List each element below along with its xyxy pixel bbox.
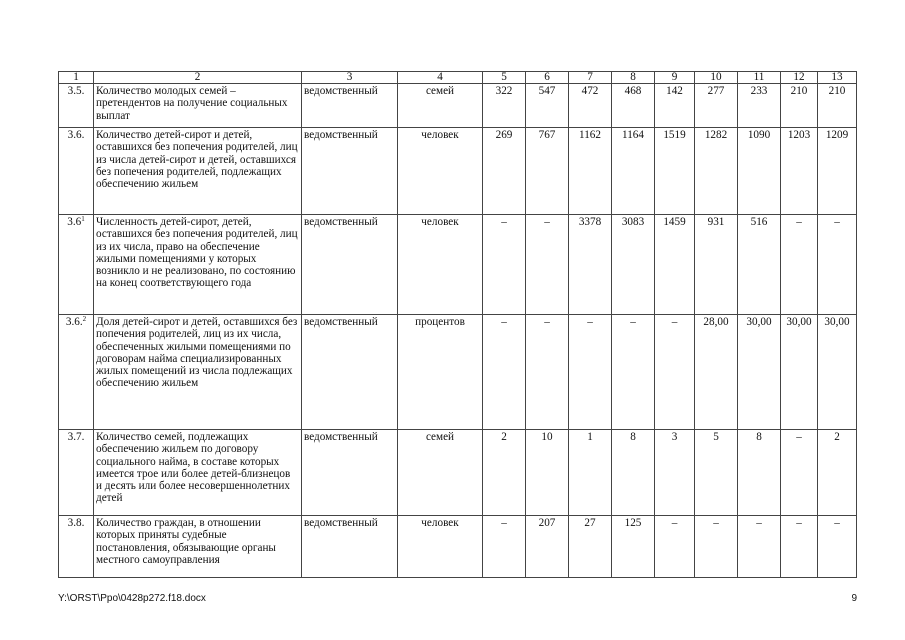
row-number	[59, 430, 94, 516]
value-cell: 207	[526, 516, 569, 578]
value-cell: 233	[738, 84, 781, 128]
value-cell: 8	[612, 430, 655, 516]
unit-of-measure: семей	[398, 84, 483, 128]
data-source: ведомственный	[302, 516, 398, 578]
row-number	[59, 516, 94, 578]
value-cell: 210	[818, 84, 857, 128]
data-table	[58, 71, 857, 578]
value-cell: 468	[612, 84, 655, 128]
value-cell: –	[695, 516, 738, 578]
value-cell: 30,00	[781, 315, 818, 430]
value-cell: 1203	[781, 128, 818, 215]
value-cell: 2	[818, 430, 857, 516]
row-number-text: 3.6.	[67, 129, 85, 141]
value-cell: 931	[695, 215, 738, 315]
value-cell: 210	[781, 84, 818, 128]
table-row	[59, 315, 857, 430]
page-number: 9	[851, 593, 857, 604]
data-source: ведомственный	[302, 128, 398, 215]
value-cell: –	[569, 315, 612, 430]
value-cell: 27	[569, 516, 612, 578]
row-number-text: 3.8.	[67, 517, 85, 529]
row-number-text: 3.7.	[67, 431, 85, 443]
header-cell: 4	[398, 72, 483, 84]
table-row	[59, 128, 857, 215]
header-cell: 9	[655, 72, 695, 84]
value-cell: 516	[738, 215, 781, 315]
row-number	[59, 315, 94, 430]
value-cell: –	[483, 516, 526, 578]
value-cell: –	[483, 315, 526, 430]
value-cell: –	[612, 315, 655, 430]
value-cell: –	[818, 516, 857, 578]
table-row	[59, 516, 857, 578]
indicator-description: Доля детей-сирот и детей, оставшихся без попечения родителей, лиц из их числа, обеспеченных жилыми помещениями по договорам найма специализированных жилых помещений из числа подлежащих обеспечению жильем	[94, 315, 302, 430]
value-cell: 547	[526, 84, 569, 128]
value-cell: –	[781, 430, 818, 516]
row-number	[59, 215, 94, 315]
value-cell: 30,00	[818, 315, 857, 430]
indicator-description: Количество молодых семей – претендентов на получение социальных выплат	[94, 84, 302, 128]
value-cell: 28,00	[695, 315, 738, 430]
header-cell: 5	[483, 72, 526, 84]
indicator-description: Численность детей-сирот, детей, оставшихся без попечения родителей, лиц из их числа, право на обеспечение жилыми помещениями у которых возникло и не реализовано, по состоянию на конец соответствующего года	[94, 215, 302, 315]
data-source: ведомственный	[302, 315, 398, 430]
value-cell: 30,00	[738, 315, 781, 430]
value-cell: 1162	[569, 128, 612, 215]
value-cell: 142	[655, 84, 695, 128]
value-cell: 125	[612, 516, 655, 578]
header-cell: 10	[695, 72, 738, 84]
value-cell: –	[781, 215, 818, 315]
value-cell: 10	[526, 430, 569, 516]
value-cell: –	[655, 315, 695, 430]
header-cell: 1	[59, 72, 94, 84]
value-cell: 767	[526, 128, 569, 215]
file-path: Y:\ORST\Ppo\0428p272.f18.docx	[58, 593, 206, 604]
value-cell: 5	[695, 430, 738, 516]
data-source: ведомственный	[302, 215, 398, 315]
value-cell: 1164	[612, 128, 655, 215]
header-cell: 8	[612, 72, 655, 84]
row-number	[59, 84, 94, 128]
unit-of-measure: семей	[398, 430, 483, 516]
value-cell: 3	[655, 430, 695, 516]
value-cell: 8	[738, 430, 781, 516]
row-number	[59, 128, 94, 215]
header-cell: 12	[781, 72, 818, 84]
value-cell: –	[818, 215, 857, 315]
value-cell: 3378	[569, 215, 612, 315]
value-cell: 1209	[818, 128, 857, 215]
value-cell: 322	[483, 84, 526, 128]
value-cell: 1519	[655, 128, 695, 215]
indicator-description: Количество граждан, в отношении которых приняты судебные постановления, обязывающие органы местного самоуправления	[94, 516, 302, 578]
indicator-description: Количество детей-сирот и детей, оставшихся без попечения родителей, лиц из числа детей-сирот и детей, оставшихся без попечения родителей, подлежащих обеспечению жильем	[94, 128, 302, 215]
value-cell: 1282	[695, 128, 738, 215]
value-cell: 1090	[738, 128, 781, 215]
value-cell: 1459	[655, 215, 695, 315]
value-cell: –	[655, 516, 695, 578]
row-number-text: 3.6	[67, 216, 82, 228]
value-cell: 1	[569, 430, 612, 516]
header-cell: 6	[526, 72, 569, 84]
row-number-superscript: 1	[81, 215, 85, 223]
value-cell: –	[526, 315, 569, 430]
row-number-text: 3.6.	[65, 316, 83, 328]
value-cell: 277	[695, 84, 738, 128]
table-row	[59, 430, 857, 516]
header-row	[59, 72, 857, 84]
header-cell: 11	[738, 72, 781, 84]
unit-of-measure: человек	[398, 128, 483, 215]
value-cell: 3083	[612, 215, 655, 315]
data-source: ведомственный	[302, 84, 398, 128]
indicator-description: Количество семей, подлежащих обеспечению жильем по договору социального найма, в составе которых имеется трое или более детей-близнецов и десять или более несовершеннолетних детей	[94, 430, 302, 516]
value-cell: –	[781, 516, 818, 578]
row-number-superscript: 2	[82, 315, 87, 323]
value-cell: 472	[569, 84, 612, 128]
header-cell: 7	[569, 72, 612, 84]
row-number-text: 3.5.	[67, 85, 85, 97]
table-row	[59, 84, 857, 128]
unit-of-measure: человек	[398, 215, 483, 315]
value-cell: 269	[483, 128, 526, 215]
value-cell: 2	[483, 430, 526, 516]
value-cell: –	[526, 215, 569, 315]
table-row	[59, 215, 857, 315]
header-cell: 13	[818, 72, 857, 84]
data-source: ведомственный	[302, 430, 398, 516]
unit-of-measure: человек	[398, 516, 483, 578]
value-cell: –	[738, 516, 781, 578]
value-cell: –	[483, 215, 526, 315]
unit-of-measure: процентов	[398, 315, 483, 430]
header-cell: 3	[302, 72, 398, 84]
header-cell: 2	[94, 72, 302, 84]
